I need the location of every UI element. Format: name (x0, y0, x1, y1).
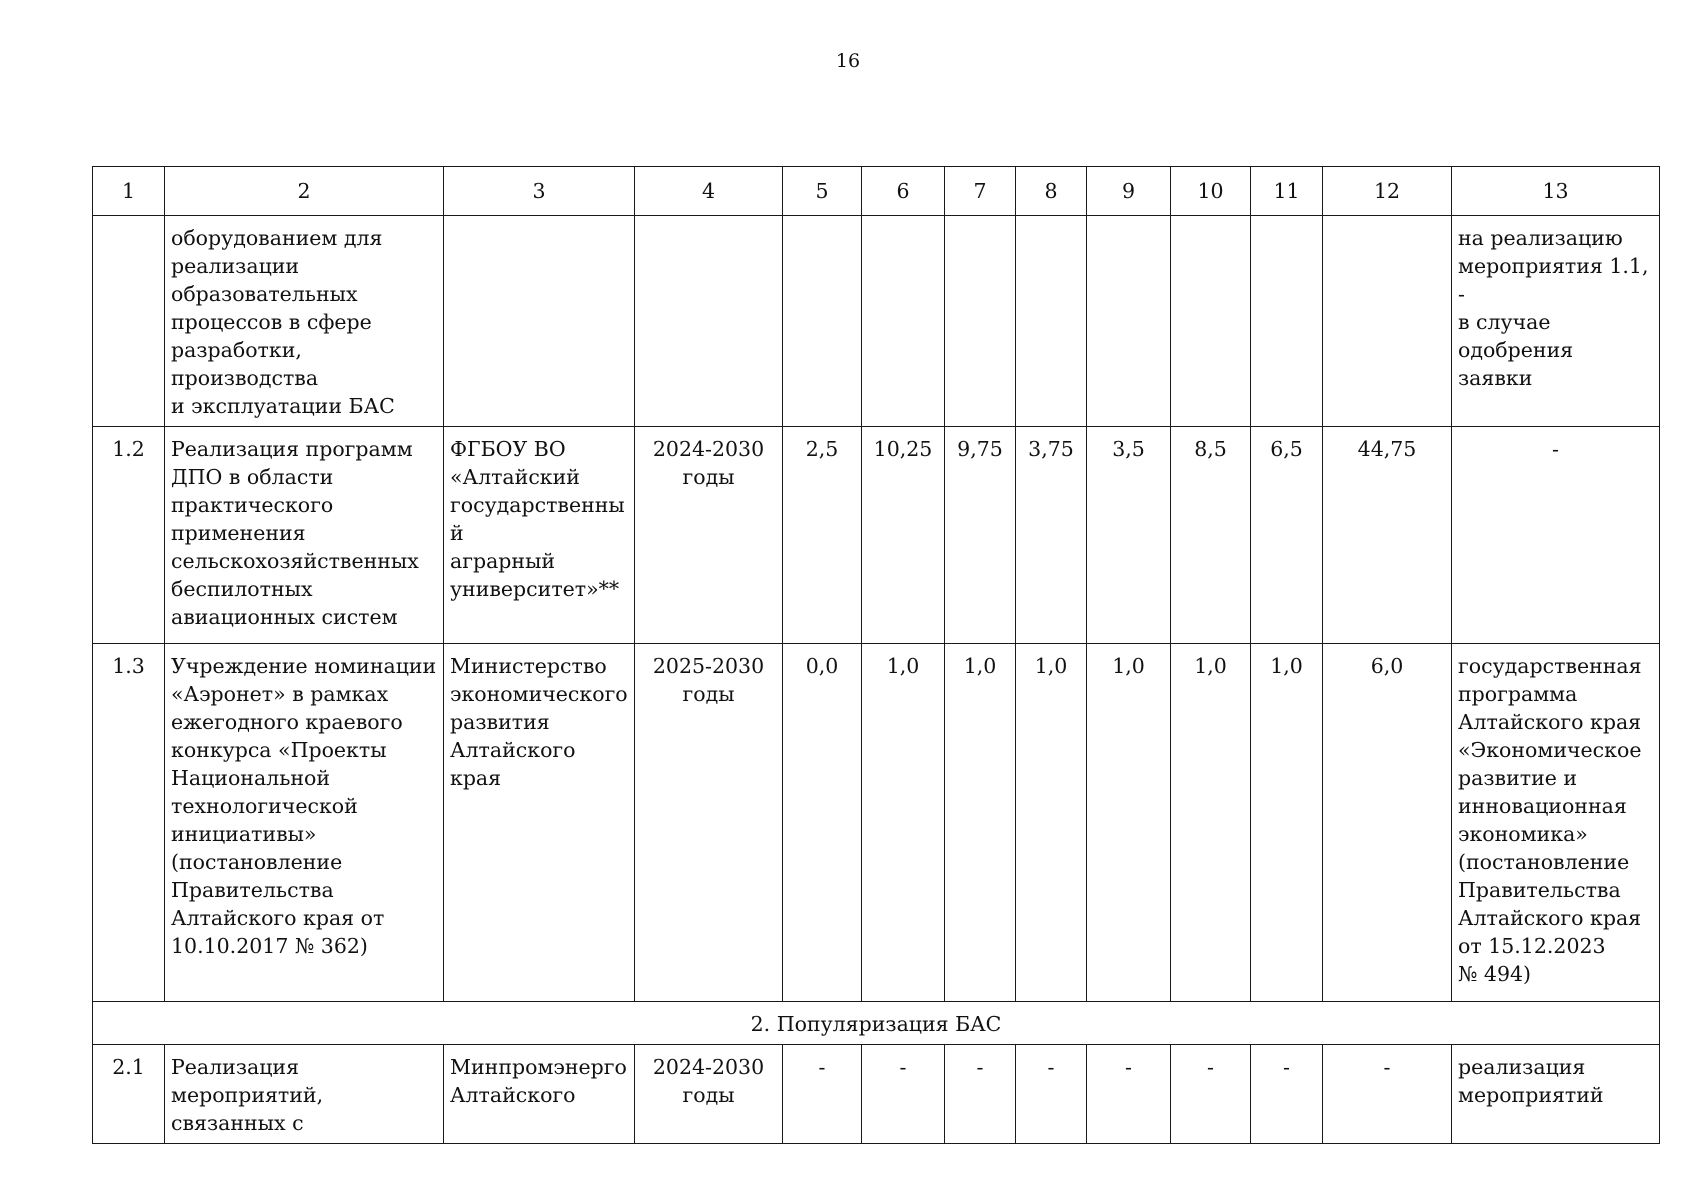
value-col-7: 1,0 (945, 644, 1016, 1002)
header-cell-13: 13 (1452, 167, 1660, 216)
header-cell-8: 8 (1016, 167, 1087, 216)
note: - (1452, 427, 1660, 644)
table-row (93, 1045, 1660, 1144)
table-header-row (93, 167, 1660, 216)
value-col-6 (862, 216, 945, 427)
period (635, 216, 783, 427)
measure-name: оборудованием для реализации образовательных процессов в сфере разработки, производства и эксплуатации БАС (165, 216, 444, 427)
header-cell-9: 9 (1087, 167, 1171, 216)
header-cell-4: 4 (635, 167, 783, 216)
value-col-12: 6,0 (1323, 644, 1452, 1002)
value-col-5: 2,5 (783, 427, 862, 644)
note: государственная программа Алтайского края «Экономическое развитие и инновационная экономика» (постановление Правительства Алтайского края от 15.12.2023 № 494) (1452, 644, 1660, 1002)
row-number (93, 216, 165, 427)
executor (444, 216, 635, 427)
value-col-11: 1,0 (1251, 644, 1323, 1002)
page-number: 16 (835, 50, 861, 72)
note: на реализацию мероприятия 1.1, - в случае одобрения заявки (1452, 216, 1660, 427)
value-col-12: - (1323, 1045, 1452, 1144)
value-col-5: - (783, 1045, 862, 1144)
row-number: 2.1 (93, 1045, 165, 1144)
value-col-9: 3,5 (1087, 427, 1171, 644)
value-col-12 (1323, 216, 1452, 427)
period: 2024-2030 годы (635, 1045, 783, 1144)
value-col-10: - (1171, 1045, 1251, 1144)
executor: Минпромэнерго Алтайского (444, 1045, 635, 1144)
measure-name: Реализация программ ДПО в области практического применения сельскохозяйственных беспилотных авиационных систем (165, 427, 444, 644)
section-row (93, 1002, 1660, 1045)
header-cell-12: 12 (1323, 167, 1452, 216)
value-col-8: 1,0 (1016, 644, 1087, 1002)
value-col-10: 8,5 (1171, 427, 1251, 644)
value-col-6: 10,25 (862, 427, 945, 644)
value-col-9: - (1087, 1045, 1171, 1144)
value-col-9: 1,0 (1087, 644, 1171, 1002)
row-number: 1.3 (93, 644, 165, 1002)
value-col-6: - (862, 1045, 945, 1144)
period: 2025-2030 годы (635, 644, 783, 1002)
value-col-5 (783, 216, 862, 427)
measure-name: Реализация мероприятий, связанных с (165, 1045, 444, 1144)
measure-name: Учреждение номинации «Аэронет» в рамках ежегодного краевого конкурса «Проекты Национальной технологической инициативы» (постановление Правительства Алтайского края от 10.10.2017 № 362) (165, 644, 444, 1002)
row-number: 1.2 (93, 427, 165, 644)
value-col-8: - (1016, 1045, 1087, 1144)
value-col-6: 1,0 (862, 644, 945, 1002)
value-col-9 (1087, 216, 1171, 427)
value-col-5: 0,0 (783, 644, 862, 1002)
value-col-10 (1171, 216, 1251, 427)
value-col-10: 1,0 (1171, 644, 1251, 1002)
value-col-8 (1016, 216, 1087, 427)
value-col-11 (1251, 216, 1323, 427)
value-col-8: 3,75 (1016, 427, 1087, 644)
header-cell-3: 3 (444, 167, 635, 216)
table-row (93, 216, 1660, 427)
header-cell-7: 7 (945, 167, 1016, 216)
table-row (93, 427, 1660, 644)
period: 2024-2030 годы (635, 427, 783, 644)
header-cell-5: 5 (783, 167, 862, 216)
value-col-7: - (945, 1045, 1016, 1144)
section-title: 2. Популяризация БАС (93, 1002, 1660, 1045)
executor: ФГБОУ ВО «Алтайский государственный аграрный университет»** (444, 427, 635, 644)
table-row (93, 644, 1660, 1002)
value-col-7 (945, 216, 1016, 427)
header-cell-10: 10 (1171, 167, 1251, 216)
header-cell-1: 1 (93, 167, 165, 216)
header-cell-2: 2 (165, 167, 444, 216)
measures-table (92, 166, 1660, 1144)
value-col-11: - (1251, 1045, 1323, 1144)
value-col-12: 44,75 (1323, 427, 1452, 644)
header-cell-11: 11 (1251, 167, 1323, 216)
header-cell-6: 6 (862, 167, 945, 216)
note: реализация мероприятий (1452, 1045, 1660, 1144)
value-col-11: 6,5 (1251, 427, 1323, 644)
executor: Министерство экономического развития Алтайского края (444, 644, 635, 1002)
value-col-7: 9,75 (945, 427, 1016, 644)
